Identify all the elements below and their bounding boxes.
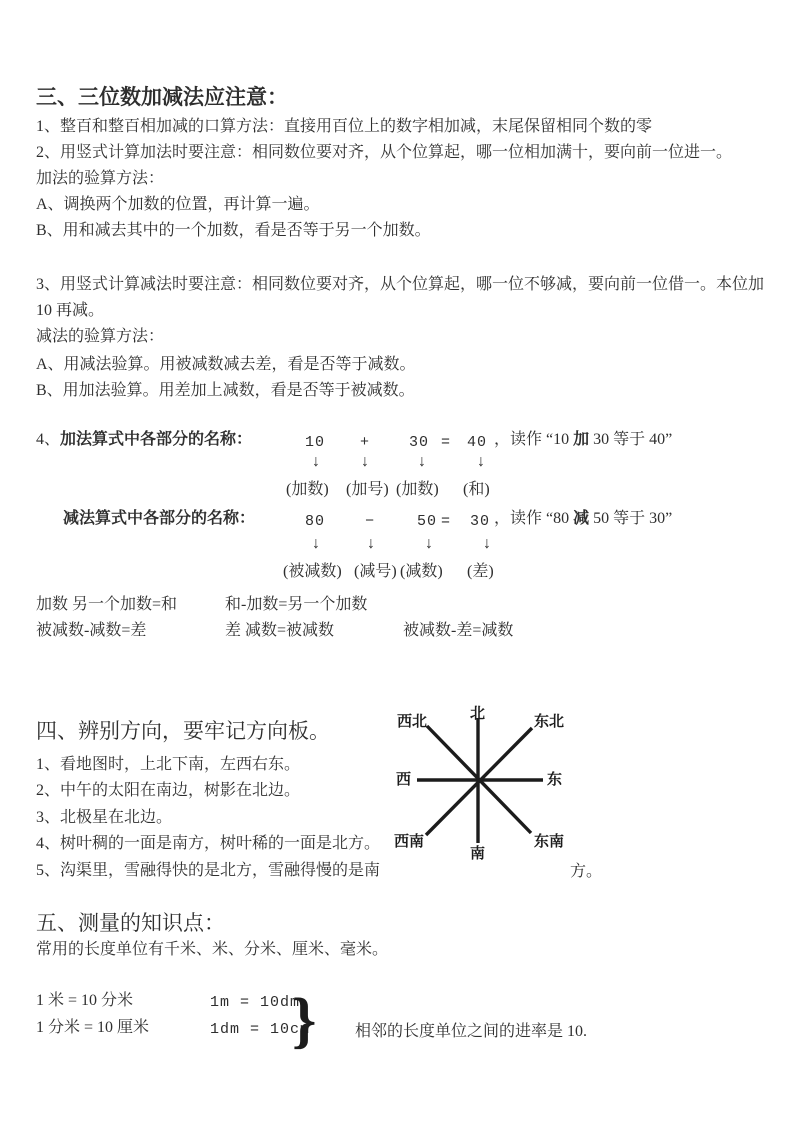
part-name-minuend: (被减数)	[283, 563, 342, 580]
reading-operator: 加	[573, 431, 590, 448]
section3-line: A、调换两个加数的位置，再计算一遍。	[36, 196, 320, 213]
compass-label-south: 南	[470, 845, 486, 862]
plus-sign: +	[360, 434, 371, 451]
subtraction-reading	[494, 509, 672, 529]
section3-line: B、用和减去其中的一个加数，看是否等于另一个加数。	[36, 222, 431, 239]
addend1-value: 10	[305, 434, 326, 451]
down-arrow-icon: ↓	[483, 535, 491, 552]
section3-line: 加法的验算方法：	[36, 170, 165, 187]
compass-label-west: 西	[396, 771, 412, 788]
formula: 差 减数=被减数	[225, 622, 335, 639]
section4-line: 1、看地图时，上北下南，左西右东。	[36, 756, 301, 773]
part-name-plus: (加号)	[346, 481, 389, 498]
compass-label-east: 东	[547, 771, 563, 788]
part-name-addend: (加数)	[286, 481, 329, 498]
part-name-difference: (差)	[467, 563, 494, 580]
unit-equation-en: 1dm = 10cm	[210, 1021, 311, 1038]
down-arrow-icon: ↓	[418, 453, 426, 470]
section4-line: 5、沟渠里，雪融得快的是北方，雪融得慢的是南	[36, 862, 381, 879]
part-name-addend2: (加数)	[396, 481, 439, 498]
addition-reading	[494, 430, 672, 450]
subtrahend-value: 50	[417, 513, 438, 530]
section3-title: 三、三位数加减法应注意：	[36, 85, 288, 109]
reading-prefix: ，读作 “80	[494, 510, 574, 527]
section3-line: 10 再减。	[36, 302, 105, 319]
formula: 和-加数=另一个加数	[225, 596, 368, 613]
addition-label-text: 加法算式中各部分的名称：	[60, 431, 253, 448]
section3-line: B、用加法验算。用差加上减数，看是否等于被减数。	[36, 382, 415, 399]
formula: 被减数-减数=差	[36, 622, 147, 639]
formula: 被减数-差=减数	[403, 622, 514, 639]
reading-suffix: 50 等于 30”	[589, 510, 673, 527]
minuend-value: 80	[305, 513, 326, 530]
compass-label-northwest: 西北	[397, 713, 428, 730]
down-arrow-icon: ↓	[312, 453, 320, 470]
grouping-brace: }	[292, 987, 317, 1055]
item-number: 4、	[36, 431, 61, 448]
reading-prefix: ，读作 “10	[494, 431, 574, 448]
section3-line: 1、整百和整百相加减的口算方法：直接用百位上的数字相加减，末尾保留相同个数的零	[36, 118, 653, 135]
formula: 加数 另一个加数=和	[36, 596, 178, 613]
equals-sign: =	[441, 513, 452, 530]
unit-equation-en: 1m = 10dm	[210, 994, 301, 1011]
section4-line: 2、中午的太阳在南边，树影在北边。	[36, 782, 301, 799]
section5-intro: 常用的长度单位有千米、米、分米、厘米、毫米。	[36, 941, 389, 958]
sum-value: 40	[467, 434, 488, 451]
down-arrow-icon: ↓	[361, 453, 369, 470]
compass-label-northeast: 东北	[534, 713, 565, 730]
section4-line: 4、树叶稠的一面是南方，树叶稀的一面是北方。	[36, 835, 381, 852]
reading-operator: 减	[573, 510, 590, 527]
section3-line: 3、用竖式计算减法时要注意：相同数位要对齐，从个位算起，哪一位不够减，要向前一位借一。本位加	[36, 276, 765, 293]
unit-equation-cn: 1 分米 = 10 厘米	[36, 1019, 150, 1036]
equals-sign: =	[441, 434, 452, 451]
down-arrow-icon: ↓	[312, 535, 320, 552]
section4-line-wrap-tail: 方。	[570, 863, 603, 880]
down-arrow-icon: ↓	[425, 535, 433, 552]
part-name-minus: (减号)	[354, 563, 397, 580]
section3-line: 减法的验算方法：	[36, 328, 165, 345]
section5-note: 相邻的长度单位之间的进率是 10.	[355, 1023, 588, 1040]
compass-label-southwest: 西南	[394, 833, 425, 850]
reading-suffix: 30 等于 40”	[589, 431, 673, 448]
section4-title: 四、辨别方向，要牢记方向板。	[36, 719, 330, 743]
addend2-value: 30	[409, 434, 430, 451]
part-name-sum: (和)	[463, 481, 490, 498]
subtraction-naming-label: 减法算式中各部分的名称：	[63, 510, 256, 527]
section3-line: A、用减法验算。用被减数减去差，看是否等于减数。	[36, 356, 416, 373]
addition-naming-label	[36, 430, 252, 450]
unit-equation-cn: 1 米 = 10 分米	[36, 992, 134, 1009]
down-arrow-icon: ↓	[367, 535, 375, 552]
compass-label-southeast: 东南	[534, 833, 565, 850]
compass-label-north: 北	[470, 705, 486, 722]
down-arrow-icon: ↓	[477, 453, 485, 470]
difference-value: 30	[470, 513, 491, 530]
section3-line: 2、用竖式计算加法时要注意：相同数位要对齐，从个位算起，哪一位相加满十，要向前一位进一。	[36, 144, 733, 161]
minus-sign: −	[365, 513, 376, 530]
section4-line: 3、北极星在北边。	[36, 809, 173, 826]
section5-title: 五、测量的知识点：	[36, 911, 225, 935]
part-name-subtrahend: (减数)	[400, 563, 443, 580]
